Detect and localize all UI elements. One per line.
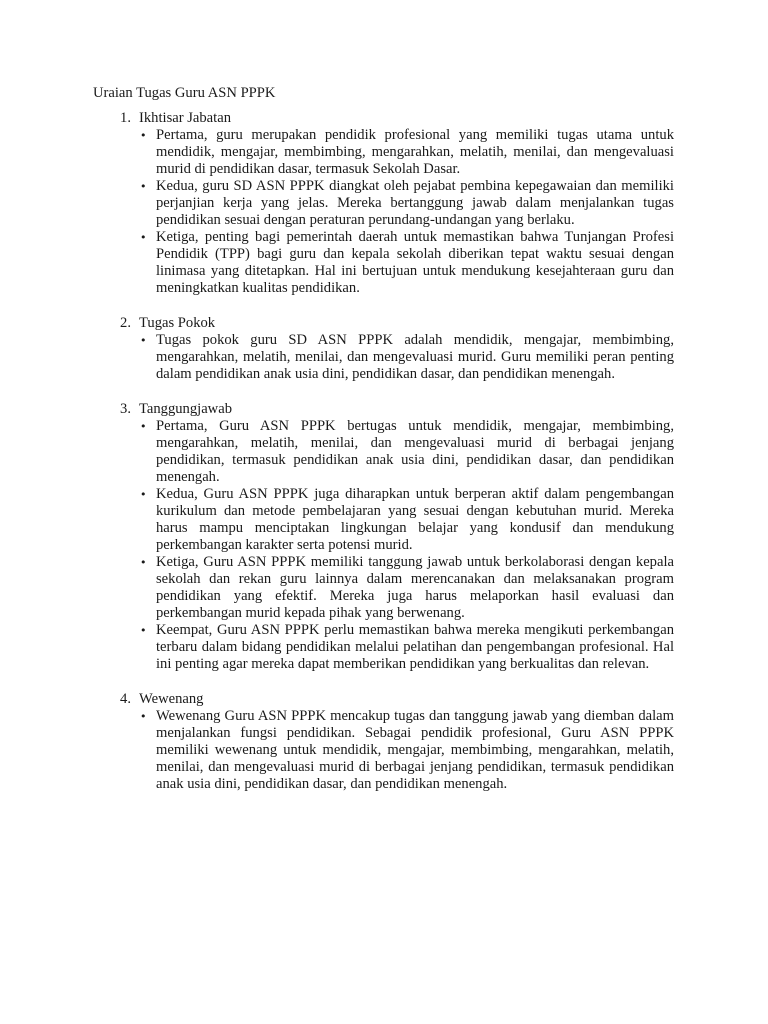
section-heading: Ikhtisar Jabatan	[139, 110, 231, 126]
bullet-text: Ketiga, Guru ASN PPPK memiliki tanggung jawab untuk berkolaborasi dengan kepala sekolah dan rekan guru lainnya dalam merencanakan dan melaksanakan program pendidikan yang efektif. Mereka juga harus melaporkan hasil evaluasi dan perkembangan murid kepada pihak yang berwenang.	[156, 554, 674, 621]
bullet-icon: •	[140, 556, 147, 569]
section-heading: Wewenang	[139, 691, 204, 707]
bullet-list	[93, 332, 674, 383]
bullet-list	[93, 127, 674, 297]
section-heading: Tugas Pokok	[139, 315, 216, 331]
section-number: 3.	[120, 401, 131, 417]
bullet-item	[138, 178, 674, 229]
bullet-text: Wewenang Guru ASN PPPK mencakup tugas dan tanggung jawab yang diemban dalam menjalankan fungsi pendidikan. Sebagai pendidik profesional, Guru ASN PPPK memiliki wewenang untuk mendidik, mengajar, membimbing, mengarahkan, melatih, menilai, dan mengevaluasi murid di berbagai jenjang pendidikan, termasuk pendidikan anak usia dini, pendidikan dasar, dan pendidikan menengah.	[156, 708, 674, 792]
bullet-item	[138, 554, 674, 622]
bullet-icon: •	[140, 231, 147, 244]
section-heading-row	[93, 691, 674, 708]
bullet-item	[138, 486, 674, 554]
bullet-item	[138, 127, 674, 178]
section	[93, 401, 674, 673]
bullet-text: Kedua, Guru ASN PPPK juga diharapkan untuk berperan aktif dalam pengembangan kurikulum dan metode pembelajaran yang sesuai dengan kebutuhan murid. Mereka harus mampu menciptakan lingkungan belajar yang kondusif dan mendukung perkembangan karakter serta potensi murid.	[156, 486, 674, 553]
section-list	[93, 110, 674, 793]
bullet-text: Pertama, Guru ASN PPPK bertugas untuk mendidik, mengajar, membimbing, mengarahkan, melatih, menilai, dan mengevaluasi murid di berbagai jenjang pendidikan, termasuk pendidikan anak usia dini, pendidikan dasar, dan pendidikan menengah.	[156, 418, 674, 485]
bullet-icon: •	[140, 334, 147, 347]
bullet-icon: •	[140, 180, 147, 193]
section-heading-row	[93, 110, 674, 127]
bullet-text: Kedua, guru SD ASN PPPK diangkat oleh pejabat pembina kepegawaian dan memiliki perjanjian kerja yang jelas. Mereka bertanggung jawab dalam menjalankan tugas pendidikan sesuai dengan peraturan perundang-undangan yang berlaku.	[156, 178, 674, 228]
bullet-icon: •	[140, 710, 147, 723]
section	[93, 315, 674, 383]
bullet-text: Tugas pokok guru SD ASN PPPK adalah mendidik, mengajar, membimbing, mengarahkan, melatih, menilai, dan mengevaluasi murid. Guru memiliki peran penting dalam pendidikan anak usia dini, pendidikan dasar, dan pendidikan menengah.	[156, 332, 674, 382]
section-number: 1.	[120, 110, 131, 126]
section-heading-row	[93, 315, 674, 332]
section	[93, 691, 674, 793]
bullet-text: Keempat, Guru ASN PPPK perlu memastikan bahwa mereka mengikuti perkembangan terbaru dalam bidang pendidikan melalui pelatihan dan pengembangan profesional. Hal ini penting agar mereka dapat memberikan pendidikan yang berkualitas dan relevan.	[156, 622, 674, 672]
bullet-item	[138, 418, 674, 486]
section-heading-row	[93, 401, 674, 418]
bullet-list	[93, 418, 674, 673]
bullet-list	[93, 708, 674, 793]
bullet-icon: •	[140, 488, 147, 501]
document-title: Uraian Tugas Guru ASN PPPK	[93, 85, 276, 101]
bullet-item	[138, 229, 674, 297]
bullet-icon: •	[140, 129, 147, 142]
bullet-item	[138, 332, 674, 383]
section	[93, 110, 674, 297]
section-number: 4.	[120, 691, 131, 707]
bullet-text: Pertama, guru merupakan pendidik profesional yang memiliki tugas utama untuk mendidik, mengajar, membimbing, mengarahkan, melatih, menilai, dan mengevaluasi murid di pendidikan dasar, termasuk Sekolah Dasar.	[156, 127, 674, 177]
section-heading: Tanggungjawab	[139, 401, 232, 417]
bullet-item	[138, 622, 674, 673]
bullet-item	[138, 708, 674, 793]
bullet-text: Ketiga, penting bagi pemerintah daerah untuk memastikan bahwa Tunjangan Profesi Pendidik (TPP) bagi guru dan kepala sekolah diberikan tepat waktu sesuai dengan linimasa yang ditetapkan. Hal ini bertujuan untuk mendukung kesejahteraan guru dan meningkatkan kualitas pendidikan.	[156, 229, 674, 296]
bullet-icon: •	[140, 420, 147, 433]
bullet-icon: •	[140, 624, 147, 637]
section-number: 2.	[120, 315, 131, 331]
